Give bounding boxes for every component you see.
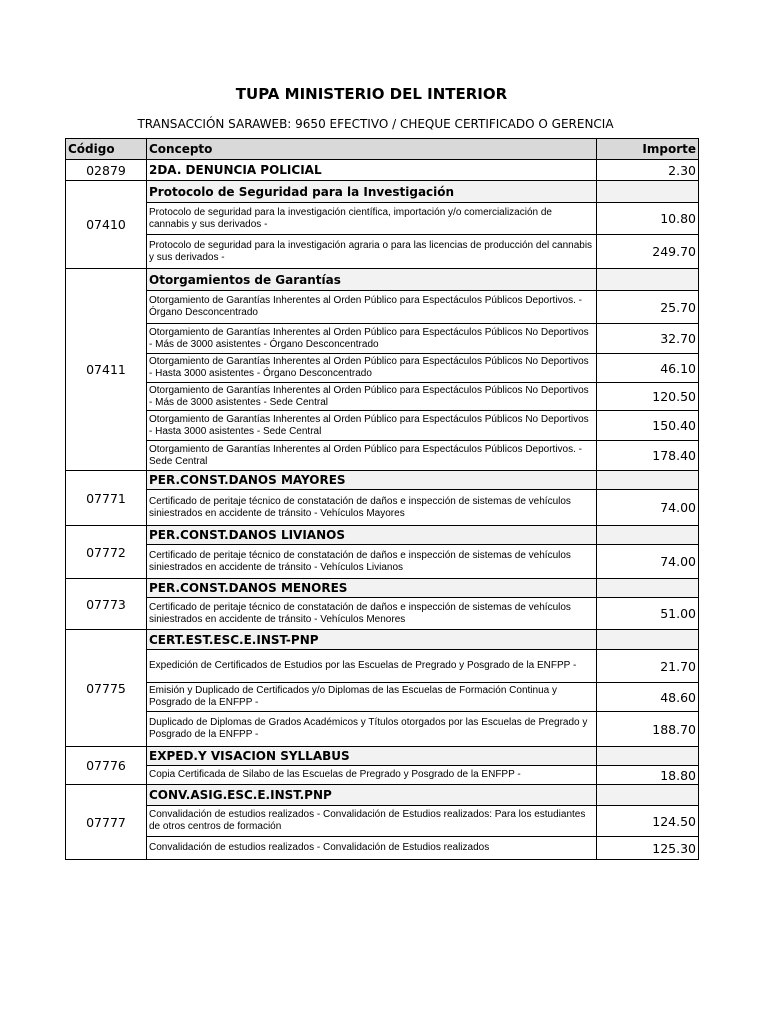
group-heading-amount	[597, 471, 699, 490]
page-subtitle: TRANSACCIÓN SARAWEB: 9650 EFECTIVO / CHEQUE CERTIFICADO O GERENCIA	[137, 117, 614, 131]
item-amount: 178.40	[597, 441, 699, 471]
group-code: 07773	[66, 579, 147, 630]
table-row	[66, 383, 699, 411]
item-amount: 150.40	[597, 411, 699, 441]
group-heading-row	[66, 579, 699, 598]
item-concept: Certificado de peritaje técnico de constatación de daños e inspección de sistemas de vehículos siniestrados en accidente de tránsito - Vehículos Livianos	[147, 545, 597, 579]
group-code: 07775	[66, 630, 147, 747]
group-code: 07771	[66, 471, 147, 526]
item-concept: Copia Certificada de Silabo de las Escuelas de Pregrado y Posgrado de la ENFPP -	[147, 766, 597, 785]
group-heading-row	[66, 269, 699, 291]
item-concept: Otorgamiento de Garantías Inherentes al Orden Público para Espectáculos Públicos No Deportivos - Hasta 3000 asistentes - Sede Central	[147, 411, 597, 441]
group-code: 07411	[66, 269, 147, 471]
table-row	[66, 203, 699, 235]
table-row	[66, 411, 699, 441]
group-heading: EXPED.Y VISACION SYLLABUS	[147, 747, 597, 766]
group-heading: Protocolo de Seguridad para la Investigación	[147, 181, 597, 203]
group-heading-row	[66, 471, 699, 490]
table-row	[66, 712, 699, 747]
table-row	[66, 291, 699, 324]
item-amount: 46.10	[597, 354, 699, 383]
table-row	[66, 490, 699, 526]
item-amount: 48.60	[597, 683, 699, 712]
group-heading-amount	[597, 630, 699, 650]
item-concept: Otorgamiento de Garantías Inherentes al Orden Público para Espectáculos Públicos No Deportivos - Más de 3000 asistentes - Sede Central	[147, 383, 597, 411]
group-heading-row	[66, 630, 699, 650]
item-amount: 10.80	[597, 203, 699, 235]
row-code: 02879	[66, 160, 147, 181]
group-code: 07410	[66, 181, 147, 269]
group-code: 07772	[66, 526, 147, 579]
item-concept: Otorgamiento de Garantías Inherentes al Orden Público para Espectáculos Públicos No Deportivos - Hasta 3000 asistentes - Órgano Desconcentrado	[147, 354, 597, 383]
group-heading-amount	[597, 181, 699, 203]
group-heading-amount	[597, 269, 699, 291]
item-amount: 125.30	[597, 837, 699, 860]
item-concept: Protocolo de seguridad para la investigación científica, importación y/o comercialización de cannabis y sus derivados -	[147, 203, 597, 235]
item-concept: Duplicado de Diplomas de Grados Académicos y Títulos otorgados por las Escuelas de Pregrado y Posgrado de la ENFPP -	[147, 712, 597, 747]
item-amount: 124.50	[597, 806, 699, 837]
table-row	[66, 354, 699, 383]
row-concept: 2DA. DENUNCIA POLICIAL	[147, 160, 597, 181]
item-concept: Certificado de peritaje técnico de constatación de daños e inspección de sistemas de vehículos siniestrados en accidente de tránsito - Vehículos Mayores	[147, 490, 597, 526]
table-row	[66, 160, 699, 181]
group-code: 07776	[66, 747, 147, 785]
table-row	[66, 324, 699, 354]
item-amount: 25.70	[597, 291, 699, 324]
item-concept: Emisión y Duplicado de Certificados y/o Diplomas de las Escuelas de Formación Continua y Posgrado de la ENFPP -	[147, 683, 597, 712]
item-concept: Convalidación de estudios realizados - Convalidación de Estudios realizados: Para los estudiantes de otros centros de formación	[147, 806, 597, 837]
group-heading-row	[66, 181, 699, 203]
table-row	[66, 806, 699, 837]
item-concept: Convalidación de estudios realizados - Convalidación de Estudios realizados	[147, 837, 597, 860]
group-heading-amount	[597, 785, 699, 806]
item-amount: 74.00	[597, 490, 699, 526]
table-row	[66, 837, 699, 860]
group-code: 07777	[66, 785, 147, 860]
item-amount: 51.00	[597, 598, 699, 630]
item-amount: 32.70	[597, 324, 699, 354]
page-title: TUPA MINISTERIO DEL INTERIOR	[235, 85, 508, 103]
item-amount: 120.50	[597, 383, 699, 411]
item-concept: Expedición de Certificados de Estudios por las Escuelas de Pregrado y Posgrado de la ENFPP -	[147, 650, 597, 683]
item-concept: Otorgamiento de Garantías Inherentes al Orden Público para Espectáculos Públicos No Deportivos - Más de 3000 asistentes - Órgano Desconcentrado	[147, 324, 597, 354]
row-amount: 2.30	[597, 160, 699, 181]
table-row	[66, 545, 699, 579]
group-heading-row	[66, 747, 699, 766]
item-amount: 18.80	[597, 766, 699, 785]
table-row	[66, 766, 699, 785]
header-amount: Importe	[597, 139, 699, 160]
table-row	[66, 441, 699, 471]
group-heading: PER.CONST.DANOS MAYORES	[147, 471, 597, 490]
group-heading-amount	[597, 579, 699, 598]
item-amount: 249.70	[597, 235, 699, 269]
group-heading-amount	[597, 747, 699, 766]
item-amount: 188.70	[597, 712, 699, 747]
item-amount: 74.00	[597, 545, 699, 579]
header-concept: Concepto	[147, 139, 597, 160]
item-amount: 21.70	[597, 650, 699, 683]
group-heading-row	[66, 526, 699, 545]
header-code: Código	[66, 139, 147, 160]
table-body	[66, 160, 699, 860]
table-row	[66, 235, 699, 269]
table-row	[66, 598, 699, 630]
group-heading-amount	[597, 526, 699, 545]
group-heading: PER.CONST.DANOS LIVIANOS	[147, 526, 597, 545]
group-heading: CERT.EST.ESC.E.INST-PNP	[147, 630, 597, 650]
group-heading: PER.CONST.DANOS MENORES	[147, 579, 597, 598]
item-concept: Certificado de peritaje técnico de constatación de daños e inspección de sistemas de vehículos siniestrados en accidente de tránsito - Vehículos Menores	[147, 598, 597, 630]
item-concept: Protocolo de seguridad para la investigación agraria o para las licencias de producción del cannabis y sus derivados -	[147, 235, 597, 269]
table-row	[66, 683, 699, 712]
item-concept: Otorgamiento de Garantías Inherentes al Orden Público para Espectáculos Públicos Deportivos. - Sede Central	[147, 441, 597, 471]
group-heading: Otorgamientos de Garantías	[147, 269, 597, 291]
group-heading: CONV.ASIG.ESC.E.INST.PNP	[147, 785, 597, 806]
table-row	[66, 650, 699, 683]
fees-table	[65, 138, 699, 860]
table-header-row	[66, 139, 699, 160]
group-heading-row	[66, 785, 699, 806]
item-concept: Otorgamiento de Garantías Inherentes al Orden Público para Espectáculos Públicos Deportivos. - Órgano Desconcentrado	[147, 291, 597, 324]
